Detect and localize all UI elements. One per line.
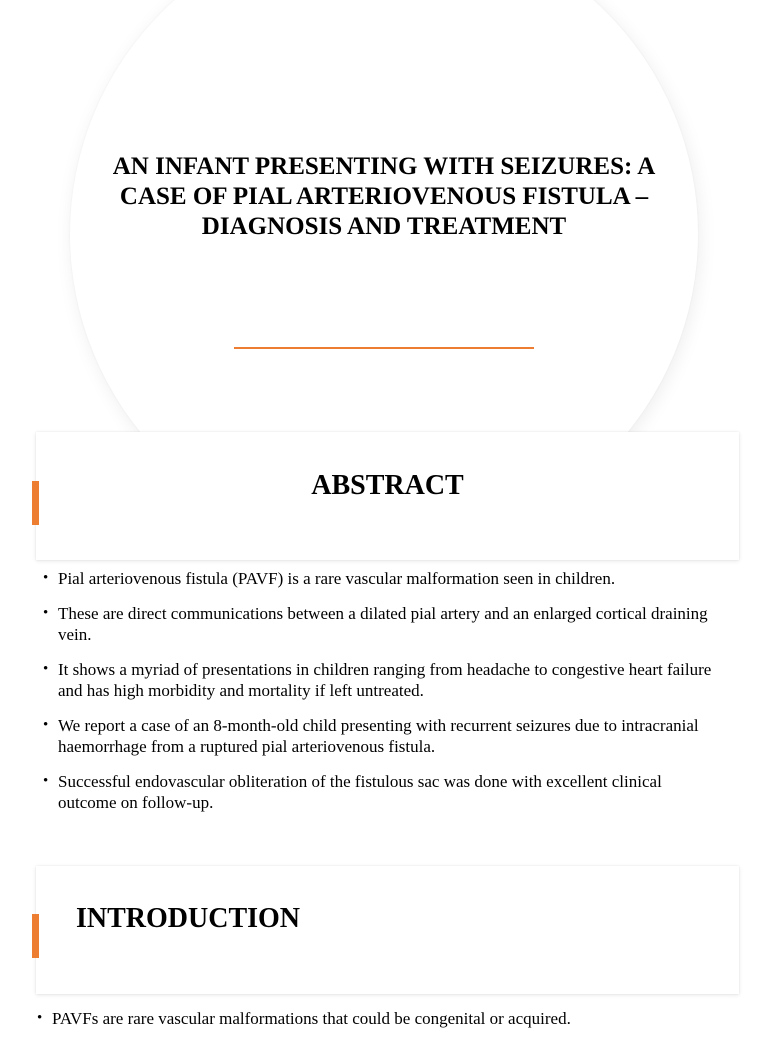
list-item: • These are direct communications between a dilated pial artery and an enlarged cortical draining vein. xyxy=(40,603,720,645)
list-item: • It shows a myriad of presentations in children ranging from headache to congestive heart failure and has high morbidity and mortality if left untreated. xyxy=(40,659,720,701)
abstract-bullet-list xyxy=(40,568,720,827)
introduction-bullet-list xyxy=(34,1008,714,1043)
introduction-heading: INTRODUCTION xyxy=(76,903,301,934)
title-accent-line xyxy=(234,347,534,349)
list-item: • PAVFs are rare vascular malformations that could be congenital or acquired. xyxy=(34,1008,714,1029)
list-item: • We report a case of an 8-month-old child presenting with recurrent seizures due to intracranial haemorrhage from a ruptured pial arteriovenous fistula. xyxy=(40,715,720,757)
abstract-heading: ABSTRACT xyxy=(311,470,464,501)
title-slide xyxy=(0,0,768,432)
list-item: • Pial arteriovenous fistula (PAVF) is a rare vascular malformation seen in children. xyxy=(40,568,720,589)
presentation-title: AN INFANT PRESENTING WITH SEIZURES: A CASE OF PIAL ARTERIOVENOUS FISTULA – DIAGNOSIS AND TREATMENT xyxy=(112,153,656,240)
introduction-accent-bar xyxy=(32,914,39,958)
list-item: • Successful endovascular obliteration of the fistulous sac was done with excellent clinical outcome on follow-up. xyxy=(40,771,720,813)
